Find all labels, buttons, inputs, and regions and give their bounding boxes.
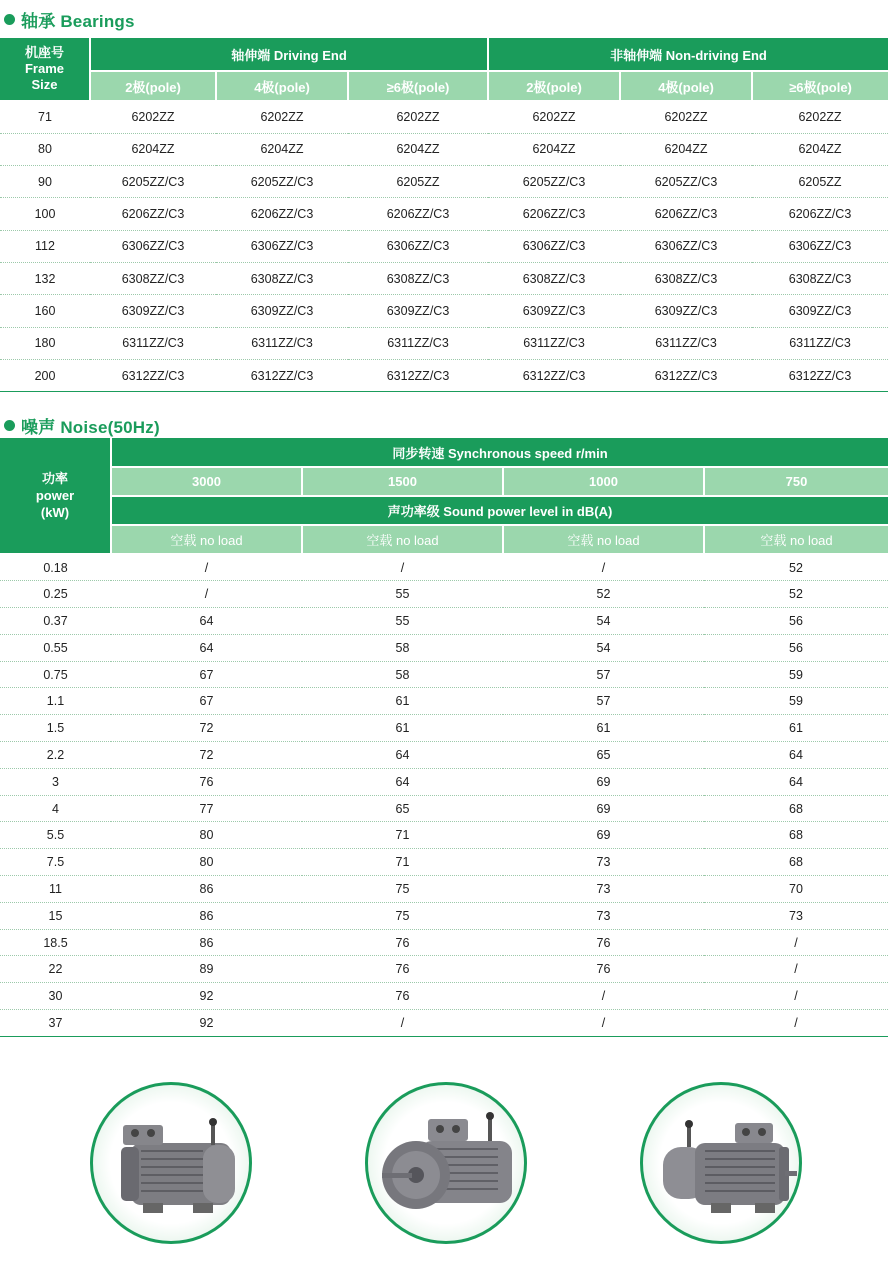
row-label-cell: 80: [0, 133, 90, 165]
row-label-cell: 112: [0, 230, 90, 262]
noise-row: [0, 1010, 888, 1037]
table-cell: 6205ZZ/C3: [216, 166, 348, 198]
table-cell: 76: [503, 956, 704, 983]
table-cell: 52: [704, 581, 888, 608]
row-label-cell: 22: [0, 956, 111, 983]
table-cell: 6311ZZ/C3: [752, 327, 888, 359]
table-cell: /: [704, 929, 888, 956]
table-cell: 92: [111, 1010, 302, 1037]
table-cell: 6204ZZ: [90, 133, 216, 165]
table-cell: 75: [302, 876, 503, 903]
speed-header: 1500: [302, 467, 503, 496]
table-cell: 71: [302, 849, 503, 876]
table-cell: 6306ZZ/C3: [620, 230, 752, 262]
table-cell: 61: [302, 688, 503, 715]
table-cell: 6312ZZ/C3: [752, 359, 888, 391]
noise-row: [0, 849, 888, 876]
table-cell: 55: [302, 608, 503, 635]
table-cell: 6309ZZ/C3: [216, 295, 348, 327]
row-label-cell: 7.5: [0, 849, 111, 876]
table-cell: 6308ZZ/C3: [488, 262, 620, 294]
pole-header: 2极(pole): [488, 71, 620, 101]
table-cell: /: [503, 554, 704, 581]
table-cell: 6206ZZ/C3: [488, 198, 620, 230]
table-cell: 76: [302, 983, 503, 1010]
table-cell: 6202ZZ: [488, 101, 620, 133]
row-label-cell: 0.55: [0, 634, 111, 661]
row-label-cell: 90: [0, 166, 90, 198]
noise-table: [0, 438, 888, 1037]
load-header: 空载 no load: [111, 525, 302, 554]
table-cell: 6206ZZ/C3: [216, 198, 348, 230]
table-cell: 89: [111, 956, 302, 983]
table-cell: 61: [302, 715, 503, 742]
table-cell: 54: [503, 608, 704, 635]
table-cell: 75: [302, 902, 503, 929]
motor-photo-rear: [640, 1082, 802, 1244]
table-cell: 6308ZZ/C3: [216, 262, 348, 294]
pole-header: ≥6极(pole): [752, 71, 888, 101]
table-cell: 6312ZZ/C3: [488, 359, 620, 391]
table-cell: 6202ZZ: [216, 101, 348, 133]
noise-row: [0, 902, 888, 929]
bearings-title: 轴承 Bearings: [21, 12, 135, 31]
table-cell: 6312ZZ/C3: [348, 359, 488, 391]
row-label-cell: 15: [0, 902, 111, 929]
table-cell: 64: [704, 768, 888, 795]
row-label-cell: 30: [0, 983, 111, 1010]
table-cell: 56: [704, 634, 888, 661]
table-cell: 6312ZZ/C3: [620, 359, 752, 391]
row-label-cell: 1.1: [0, 688, 111, 715]
table-cell: 86: [111, 929, 302, 956]
table-cell: 68: [704, 795, 888, 822]
noise-section-title: [4, 413, 160, 438]
table-cell: 76: [503, 929, 704, 956]
table-cell: 6206ZZ/C3: [752, 198, 888, 230]
frame-size-header: 机座号 Frame Size: [0, 38, 90, 101]
table-cell: /: [302, 554, 503, 581]
bearing-row: [0, 101, 888, 133]
table-cell: 68: [704, 822, 888, 849]
table-cell: 6202ZZ: [752, 101, 888, 133]
sync-speed-header: 同步转速 Synchronous speed r/min: [111, 438, 888, 467]
row-label-cell: 37: [0, 1010, 111, 1037]
driving-end-header: 轴伸端 Driving End: [90, 38, 488, 71]
row-label-cell: 0.75: [0, 661, 111, 688]
row-label-cell: 160: [0, 295, 90, 327]
table-cell: 57: [503, 661, 704, 688]
noise-row: [0, 634, 888, 661]
table-cell: /: [704, 983, 888, 1010]
motor-photo-front: [365, 1082, 527, 1244]
table-cell: 64: [302, 768, 503, 795]
table-cell: 61: [704, 715, 888, 742]
table-cell: 6205ZZ: [348, 166, 488, 198]
table-cell: 6311ZZ/C3: [348, 327, 488, 359]
row-label-cell: 71: [0, 101, 90, 133]
table-cell: 77: [111, 795, 302, 822]
table-cell: 61: [503, 715, 704, 742]
table-cell: 92: [111, 983, 302, 1010]
pole-header: 2极(pole): [90, 71, 216, 101]
table-cell: /: [503, 983, 704, 1010]
table-cell: 52: [503, 581, 704, 608]
bearing-row: [0, 230, 888, 262]
table-cell: 69: [503, 822, 704, 849]
table-cell: 6312ZZ/C3: [90, 359, 216, 391]
table-cell: 71: [302, 822, 503, 849]
table-cell: /: [704, 956, 888, 983]
table-cell: 68: [704, 849, 888, 876]
noise-title: 噪声 Noise(50Hz): [21, 418, 160, 437]
noise-row: [0, 742, 888, 769]
table-cell: 6312ZZ/C3: [216, 359, 348, 391]
table-cell: 73: [503, 902, 704, 929]
noise-row: [0, 768, 888, 795]
table-cell: 6204ZZ: [348, 133, 488, 165]
table-cell: 76: [302, 929, 503, 956]
table-cell: 6311ZZ/C3: [90, 327, 216, 359]
table-cell: 72: [111, 715, 302, 742]
table-cell: 6308ZZ/C3: [752, 262, 888, 294]
table-cell: 69: [503, 768, 704, 795]
motor-photo-side: [90, 1082, 252, 1244]
table-cell: 59: [704, 688, 888, 715]
bearing-row: [0, 262, 888, 294]
table-cell: 64: [704, 742, 888, 769]
table-cell: 6311ZZ/C3: [488, 327, 620, 359]
table-cell: 73: [704, 902, 888, 929]
table-cell: 6309ZZ/C3: [620, 295, 752, 327]
row-label-cell: 180: [0, 327, 90, 359]
row-label-cell: 0.18: [0, 554, 111, 581]
pole-header: 4极(pole): [216, 71, 348, 101]
load-header: 空载 no load: [704, 525, 888, 554]
table-cell: /: [111, 581, 302, 608]
noise-row: [0, 554, 888, 581]
table-cell: 6306ZZ/C3: [752, 230, 888, 262]
noise-row: [0, 822, 888, 849]
noise-row: [0, 715, 888, 742]
table-cell: 64: [111, 608, 302, 635]
table-cell: 65: [302, 795, 503, 822]
table-cell: 6206ZZ/C3: [90, 198, 216, 230]
noise-row: [0, 581, 888, 608]
sound-level-header: 声功率级 Sound power level in dB(A): [111, 496, 888, 525]
noise-row: [0, 983, 888, 1010]
bullet-icon: [4, 14, 15, 25]
motor-photos: [0, 1078, 890, 1265]
table-cell: 6306ZZ/C3: [90, 230, 216, 262]
row-label-cell: 200: [0, 359, 90, 391]
table-cell: 6308ZZ/C3: [90, 262, 216, 294]
table-cell: 6205ZZ: [752, 166, 888, 198]
table-cell: 6204ZZ: [216, 133, 348, 165]
noise-row: [0, 608, 888, 635]
bullet-icon: [4, 420, 15, 431]
noise-row: [0, 929, 888, 956]
table-cell: 6306ZZ/C3: [216, 230, 348, 262]
table-cell: 73: [503, 849, 704, 876]
non-driving-end-header: 非轴伸端 Non-driving End: [488, 38, 888, 71]
table-cell: /: [503, 1010, 704, 1037]
table-cell: 6205ZZ/C3: [620, 166, 752, 198]
speed-header: 1000: [503, 467, 704, 496]
table-cell: 64: [302, 742, 503, 769]
noise-row: [0, 688, 888, 715]
table-cell: 76: [111, 768, 302, 795]
load-header: 空载 no load: [302, 525, 503, 554]
table-cell: 69: [503, 795, 704, 822]
table-cell: 6205ZZ/C3: [90, 166, 216, 198]
table-cell: 6204ZZ: [620, 133, 752, 165]
table-cell: 76: [302, 956, 503, 983]
row-label-cell: 1.5: [0, 715, 111, 742]
table-cell: 80: [111, 849, 302, 876]
speed-header: 750: [704, 467, 888, 496]
table-cell: 67: [111, 688, 302, 715]
noise-table-body: [0, 554, 888, 1036]
bearing-row: [0, 327, 888, 359]
speed-header: 3000: [111, 467, 302, 496]
row-label-cell: 132: [0, 262, 90, 294]
table-cell: 6308ZZ/C3: [620, 262, 752, 294]
table-cell: 6308ZZ/C3: [348, 262, 488, 294]
table-cell: 70: [704, 876, 888, 903]
row-label-cell: 0.37: [0, 608, 111, 635]
table-cell: 6202ZZ: [620, 101, 752, 133]
table-cell: 6202ZZ: [348, 101, 488, 133]
table-cell: 6306ZZ/C3: [348, 230, 488, 262]
table-cell: 6309ZZ/C3: [348, 295, 488, 327]
row-label-cell: 11: [0, 876, 111, 903]
table-cell: /: [704, 1010, 888, 1037]
row-label-cell: 0.25: [0, 581, 111, 608]
table-cell: 64: [111, 634, 302, 661]
table-cell: 6205ZZ/C3: [488, 166, 620, 198]
table-cell: 6309ZZ/C3: [488, 295, 620, 327]
table-cell: 55: [302, 581, 503, 608]
table-cell: 6311ZZ/C3: [216, 327, 348, 359]
table-cell: 57: [503, 688, 704, 715]
table-cell: 58: [302, 634, 503, 661]
table-cell: 6206ZZ/C3: [620, 198, 752, 230]
table-cell: 6206ZZ/C3: [348, 198, 488, 230]
row-label-cell: 5.5: [0, 822, 111, 849]
row-label-cell: 100: [0, 198, 90, 230]
table-cell: 65: [503, 742, 704, 769]
table-cell: 52: [704, 554, 888, 581]
noise-row: [0, 876, 888, 903]
noise-row: [0, 795, 888, 822]
table-cell: 6306ZZ/C3: [488, 230, 620, 262]
table-cell: 59: [704, 661, 888, 688]
row-label-cell: 3: [0, 768, 111, 795]
row-label-cell: 4: [0, 795, 111, 822]
load-header: 空载 no load: [503, 525, 704, 554]
row-label-cell: 18.5: [0, 929, 111, 956]
table-cell: 6204ZZ: [488, 133, 620, 165]
table-cell: 54: [503, 634, 704, 661]
table-cell: 6311ZZ/C3: [620, 327, 752, 359]
bearings-table-body: [0, 101, 888, 392]
table-cell: 72: [111, 742, 302, 769]
table-cell: 6204ZZ: [752, 133, 888, 165]
bearing-row: [0, 133, 888, 165]
bearing-row: [0, 166, 888, 198]
pole-header: ≥6极(pole): [348, 71, 488, 101]
table-cell: 56: [704, 608, 888, 635]
bearing-row: [0, 198, 888, 230]
table-cell: /: [302, 1010, 503, 1037]
table-cell: /: [111, 554, 302, 581]
table-cell: 80: [111, 822, 302, 849]
power-header: 功率 power (kW): [0, 438, 111, 554]
table-cell: 6309ZZ/C3: [752, 295, 888, 327]
bearings-section-title: [4, 7, 135, 32]
row-label-cell: 2.2: [0, 742, 111, 769]
noise-row: [0, 956, 888, 983]
table-cell: 6309ZZ/C3: [90, 295, 216, 327]
pole-header: 4极(pole): [620, 71, 752, 101]
noise-row: [0, 661, 888, 688]
bearings-table: [0, 38, 888, 392]
table-cell: 67: [111, 661, 302, 688]
table-cell: 73: [503, 876, 704, 903]
table-cell: 86: [111, 876, 302, 903]
bearing-row: [0, 295, 888, 327]
bearing-row: [0, 359, 888, 391]
table-cell: 58: [302, 661, 503, 688]
table-cell: 86: [111, 902, 302, 929]
table-cell: 6202ZZ: [90, 101, 216, 133]
